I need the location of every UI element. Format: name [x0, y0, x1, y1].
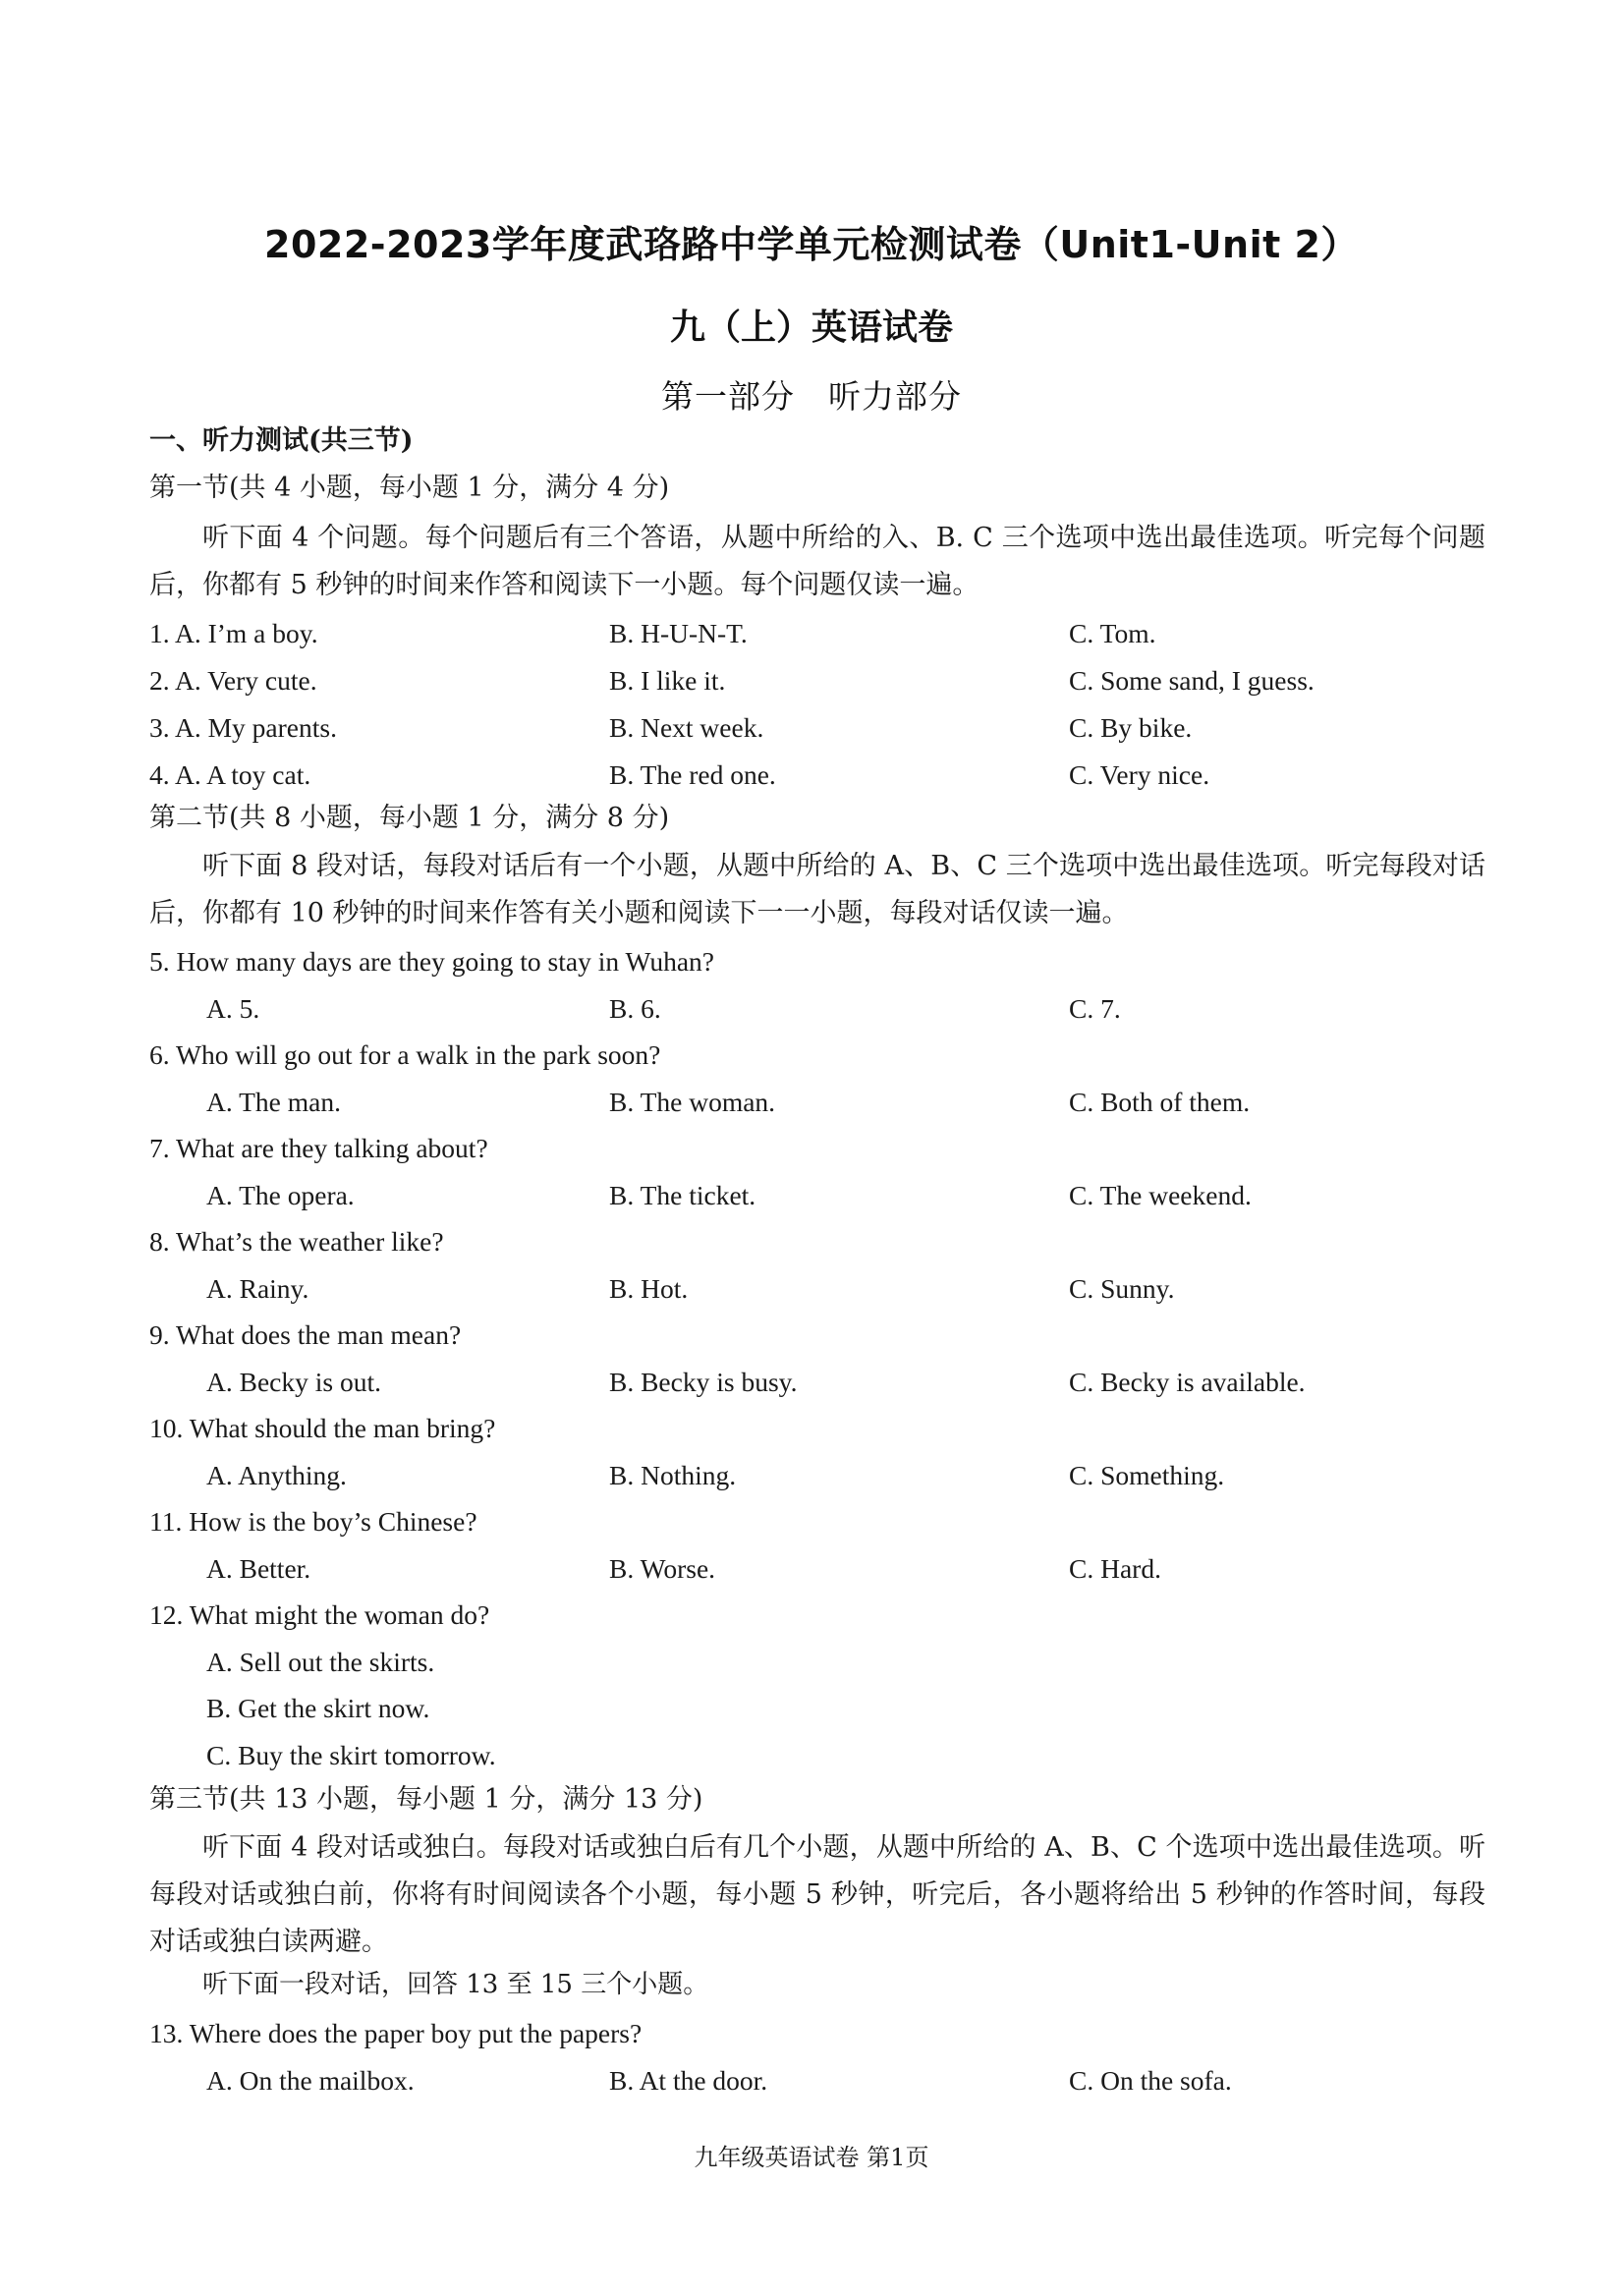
q9-option-a: A. Becky is out. [206, 1367, 381, 1397]
q5-option-a: A. 5. [206, 993, 260, 1024]
q6-option-c: C. Both of them. [1069, 1087, 1251, 1117]
section-heading: 一、听力测试(共三节) [149, 425, 414, 456]
subsection-1-title: 第一节(共 4 小题，每小题 1 分，满分 4 分) [149, 473, 670, 503]
q3-option-a: 3. A. My parents. [149, 712, 337, 743]
q13-option-a: A. On the mailbox. [206, 2065, 415, 2096]
exam-subtitle: 九（上）英语试卷 [669, 307, 953, 348]
q9-option-c: C. Becky is available. [1069, 1367, 1306, 1397]
q7-option-c: C. The weekend. [1069, 1180, 1252, 1210]
q11-option-b: B. Worse. [609, 1553, 716, 1584]
page-footer: 九年级英语试卷 第1页 [694, 2144, 929, 2171]
q11-option-a: A. Better. [206, 1553, 311, 1584]
subsection-3-title: 第三节(共 13 小题，每小题 1 分，满分 13 分) [149, 1784, 703, 1815]
q2-option-a: 2. A. Very cute. [149, 665, 317, 696]
q6-stem: 6. Who will go out for a walk in the park soon? [149, 1039, 661, 1070]
subsection-2-title: 第二节(共 8 小题，每小题 1 分，满分 8 分) [149, 803, 670, 833]
q4-option-c: C. Very nice. [1069, 759, 1210, 790]
q11-option-c: C. Hard. [1069, 1553, 1161, 1584]
part-heading: 第一部分 听力部分 [661, 377, 962, 416]
q13-option-c: C. On the sofa. [1069, 2065, 1232, 2096]
q9-stem: 9. What does the man mean? [149, 1319, 462, 1350]
q13-stem: 13. Where does the paper boy put the papers? [149, 2018, 643, 2048]
exam-title: 2022-2023学年度武珞路中学单元检测试卷（Unit1-Unit 2） [264, 223, 1359, 266]
q8-stem: 8. What’s the weather like? [149, 1226, 444, 1257]
q10-option-a: A. Anything. [206, 1460, 347, 1490]
q3-option-b: B. Next week. [609, 712, 764, 743]
q8-option-c: C. Sunny. [1069, 1273, 1175, 1304]
q9-option-b: B. Becky is busy. [609, 1367, 798, 1397]
subsection-3-instructions: 听下面 4 段对话或独白。每段对话或独白后有几个小题，从题中所给的 A、B、C 个选项中选出最佳选项。听每段对话或独白前，你将有时间阅读各个小题，每小题 5 秒钟，听完后，各小题将给出 5 秒钟的作答时间，每段对话或独白读两避。 [149, 1832, 1485, 1957]
q8-option-b: B. Hot. [609, 1273, 689, 1304]
q8-option-a: A. Rainy. [206, 1273, 309, 1304]
q10-option-b: B. Nothing. [609, 1460, 737, 1490]
q10-stem: 10. What should the man bring? [149, 1413, 496, 1443]
q5-option-c: C. 7. [1069, 993, 1121, 1024]
q6-option-b: B. The woman. [609, 1087, 776, 1117]
q2-option-b: B. I like it. [609, 665, 726, 696]
q12-option-a: A. Sell out the skirts. [206, 1647, 435, 1677]
q5-stem: 5. How many days are they going to stay in Wuhan? [149, 946, 715, 977]
q4-option-a: 4. A. A toy cat. [149, 759, 311, 790]
q1-option-a: 1. A. I’m a boy. [149, 618, 318, 648]
q2-option-c: C. Some sand, I guess. [1069, 665, 1315, 696]
q1-option-c: C. Tom. [1069, 618, 1156, 648]
subsection-3-subinstruction: 听下面一段对话，回答 13 至 15 三个小题。 [202, 1970, 709, 1999]
q1-option-b: B. H-U-N-T. [609, 618, 748, 648]
q12-stem: 12. What might the woman do? [149, 1599, 490, 1630]
q13-option-b: B. At the door. [609, 2065, 768, 2096]
subsection-2-instructions: 听下面 8 段对话，每段对话后有一个小题，从题中所给的 A、B、C 三个选项中选出最佳选项。听完每段对话后，你都有 10 秒钟的时间来作答有关小题和阅读下一一小题，每段对话仅读一遍。 [149, 851, 1485, 928]
q3-option-c: C. By bike. [1069, 712, 1193, 743]
q12-option-b: B. Get the skirt now. [206, 1693, 430, 1723]
q10-option-c: C. Something. [1069, 1460, 1225, 1490]
q4-option-b: B. The red one. [609, 759, 776, 790]
q7-option-b: B. The ticket. [609, 1180, 756, 1210]
q7-option-a: A. The opera. [206, 1180, 355, 1210]
q12-option-c: C. Buy the skirt tomorrow. [206, 1740, 496, 1770]
q7-stem: 7. What are they talking about? [149, 1133, 488, 1163]
q6-option-a: A. The man. [206, 1087, 341, 1117]
q11-stem: 11. How is the boy’s Chinese? [149, 1506, 477, 1537]
subsection-1-instructions: 听下面 4 个问题。每个问题后有三个答语，从题中所给的入、B. C 三个选项中选出最佳选项。听完每个问题后，你都有 5 秒钟的时间来作答和阅读下一小题。每个问题仅读一遍。 [149, 523, 1485, 600]
q5-option-b: B. 6. [609, 993, 661, 1024]
